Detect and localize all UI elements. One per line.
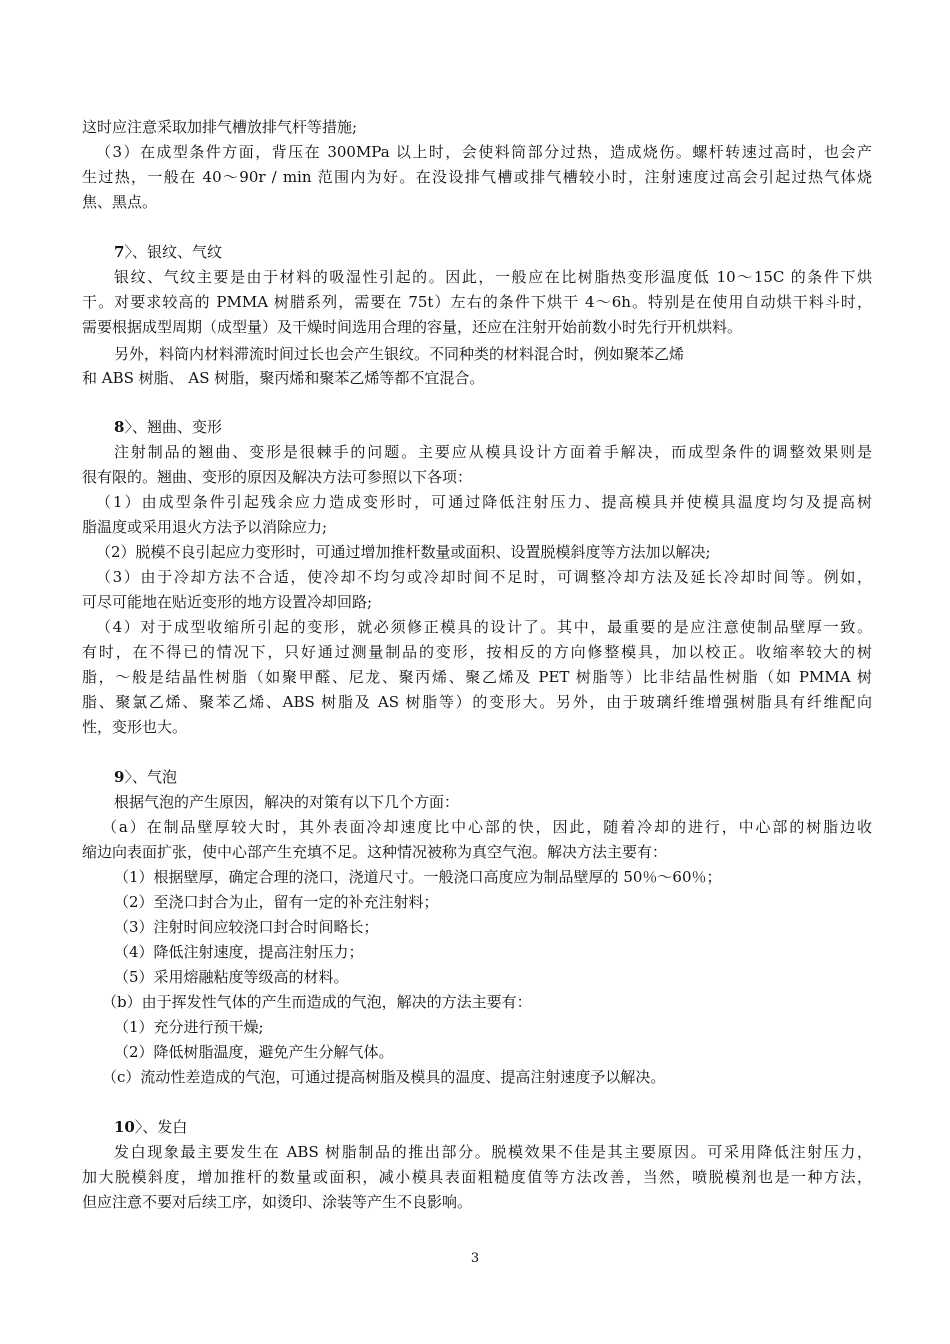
paragraph-line: 和 ABS 树脂、 AS 树脂，聚丙烯和聚苯乙烯等都不宜混合。: [82, 369, 485, 387]
paragraph-line: 脂温度或采用退火方法予以消除应力;: [82, 518, 328, 536]
heading-text: 〉、发白: [134, 1118, 188, 1136]
paragraph-line: 焦、黑点。: [82, 193, 158, 211]
section-heading-9: [114, 767, 904, 787]
section-heading-8: [114, 417, 904, 437]
list-item: （1）充分进行预干燥;: [114, 1018, 264, 1036]
paragraph-line: 另外，料筒内材料滞流时间过长也会产生银纹。不同种类的材料混合时，例如聚苯乙烯: [114, 345, 685, 363]
section-heading-10: [114, 1117, 904, 1137]
page-number: 3: [470, 1251, 480, 1266]
heading-number: 9: [114, 768, 125, 786]
paragraph-line: 这时应注意采取加排气槽放排气杆等措施;: [82, 118, 358, 136]
paragraph-line: 但应注意不要对后续工序，如烫印、涂装等产生不良影响。: [82, 1193, 473, 1211]
paragraph-line: 加大脱模斜度，增加推杆的数量或面积，减小模具表面粗糙度值等方法改善，当然，喷脱模剂也是一种方法，: [82, 1168, 872, 1186]
paragraph-line: （b）由于挥发性气体的产生而造成的气泡，解决的方法主要有：: [102, 993, 532, 1011]
list-item: （3）注射时间应较浇口封合时间略长；: [114, 918, 379, 936]
paragraph-line: （2）脱模不良引起应力变形时，可通过增加推杆数量或面积、设置脱模斜度等方法加以解决;: [96, 543, 711, 561]
paragraph-line: 缩边向表面扩张，使中心部产生充填不足。这种情况被称为真空气泡。解决方法主要有：: [82, 843, 668, 861]
paragraph-line: 性，变形也大。: [82, 718, 188, 736]
list-item: （2）降低树脂温度，避免产生分解气体。: [114, 1043, 394, 1061]
list-item: （4）降低注射速度，提高注射压力；: [114, 943, 364, 961]
paragraph-line: 可尽可能地在贴近变形的地方设置冷却回路;: [82, 593, 373, 611]
paragraph-line: 很有限的。翘曲、变形的原因及解决方法可参照以下各项：: [82, 468, 473, 486]
heading-text: 〉、银纹、气纹: [124, 243, 222, 261]
paragraph-line: （1）由成型条件引起残余应力造成变形时，可通过降低注射压力、提高模具并使模具温度均匀及提高树: [96, 493, 872, 511]
paragraph-line: 生过热，一般在 40～90r / min 范围内为好。在没设排气槽或排气槽较小时，注射速度过高会引起过热气体烧: [82, 168, 872, 186]
paragraph-line: （c）流动性差造成的气泡，可通过提高树脂及模具的温度、提高注射速度予以解决。: [102, 1068, 666, 1086]
heading-number: 10: [114, 1118, 135, 1136]
paragraph-line: 脂，～般是结晶性树脂（如聚甲醛、尼龙、聚丙烯、聚乙烯及 PET 树脂等）比非结晶性树脂（如 PMMA 树: [82, 668, 872, 686]
heading-number: 8: [114, 418, 125, 436]
paragraph-line: 有时，在不得已的情况下，只好通过测量制品的变形，按相反的方向修整模具，加以校正。收缩率较大的树: [82, 643, 872, 661]
paragraph-line: （3）由于冷却方法不合适，使冷却不均匀或冷却时间不足时，可调整冷却方法及延长冷却时间等。例如，: [96, 568, 872, 586]
heading-text: 〉、翘曲、变形: [124, 418, 222, 436]
paragraph-line: 银纹、气纹主要是由于材料的吸湿性引起的。因此，一般应在比树脂热变形温度低 10～15C 的条件下烘: [114, 268, 872, 286]
heading-text: 〉、气泡: [124, 768, 177, 786]
paragraph-line: 脂、聚氯乙烯、聚苯乙烯、ABS 树脂及 AS 树脂等）的变形大。另外，由于玻璃纤维增强树脂具有纤维配向: [82, 693, 872, 711]
paragraph-line: （a）在制品壁厚较大时，其外表面冷却速度比中心部的快，因此，随着冷却的进行，中心部的树脂边收: [102, 818, 872, 836]
list-item: （1）根据壁厚，确定合理的浇口，浇道尺寸。一般浇口高度应为制品壁厚的 50％～60％；: [114, 868, 722, 886]
paragraph-line: 需要根据成型周期（成型量）及干燥时间选用合理的容量，还应在注射开始前数小时先行开机烘料。: [82, 318, 743, 336]
paragraph-line: 干。对要求较高的 PMMA 树腊系列，需要在 75t）左右的条件下烘干 4～6h。特别是在使用自动烘干料斗时，: [82, 293, 872, 311]
paragraph-line: 根据气泡的产生原因，解决的对策有以下几个方面：: [114, 793, 460, 811]
list-item: （5）采用熔融粘度等级高的材料。: [114, 968, 349, 986]
section-heading-7: [114, 242, 904, 262]
paragraph-line: （3）在成型条件方面，背压在 300MPa 以上时，会使料筒部分过热，造成烧伤。螺杆转速过高时，也会产: [96, 143, 872, 161]
paragraph-line: （4）对于成型收缩所引起的变形，就必须修正模具的设计了。其中，最重要的是应注意使制品壁厚一致。: [96, 618, 872, 636]
paragraph-line: 发白现象最主要发生在 ABS 树脂制品的推出部分。脱模效果不佳是其主要原因。可采用降低注射压力，: [114, 1143, 872, 1161]
list-item: （2）至浇口封合为止，留有一定的补充注射料；: [114, 893, 439, 911]
paragraph-line: 注射制品的翘曲、变形是很棘手的问题。主要应从模具设计方面着手解决，而成型条件的调整效果则是: [114, 443, 872, 461]
heading-number: 7: [114, 243, 125, 261]
